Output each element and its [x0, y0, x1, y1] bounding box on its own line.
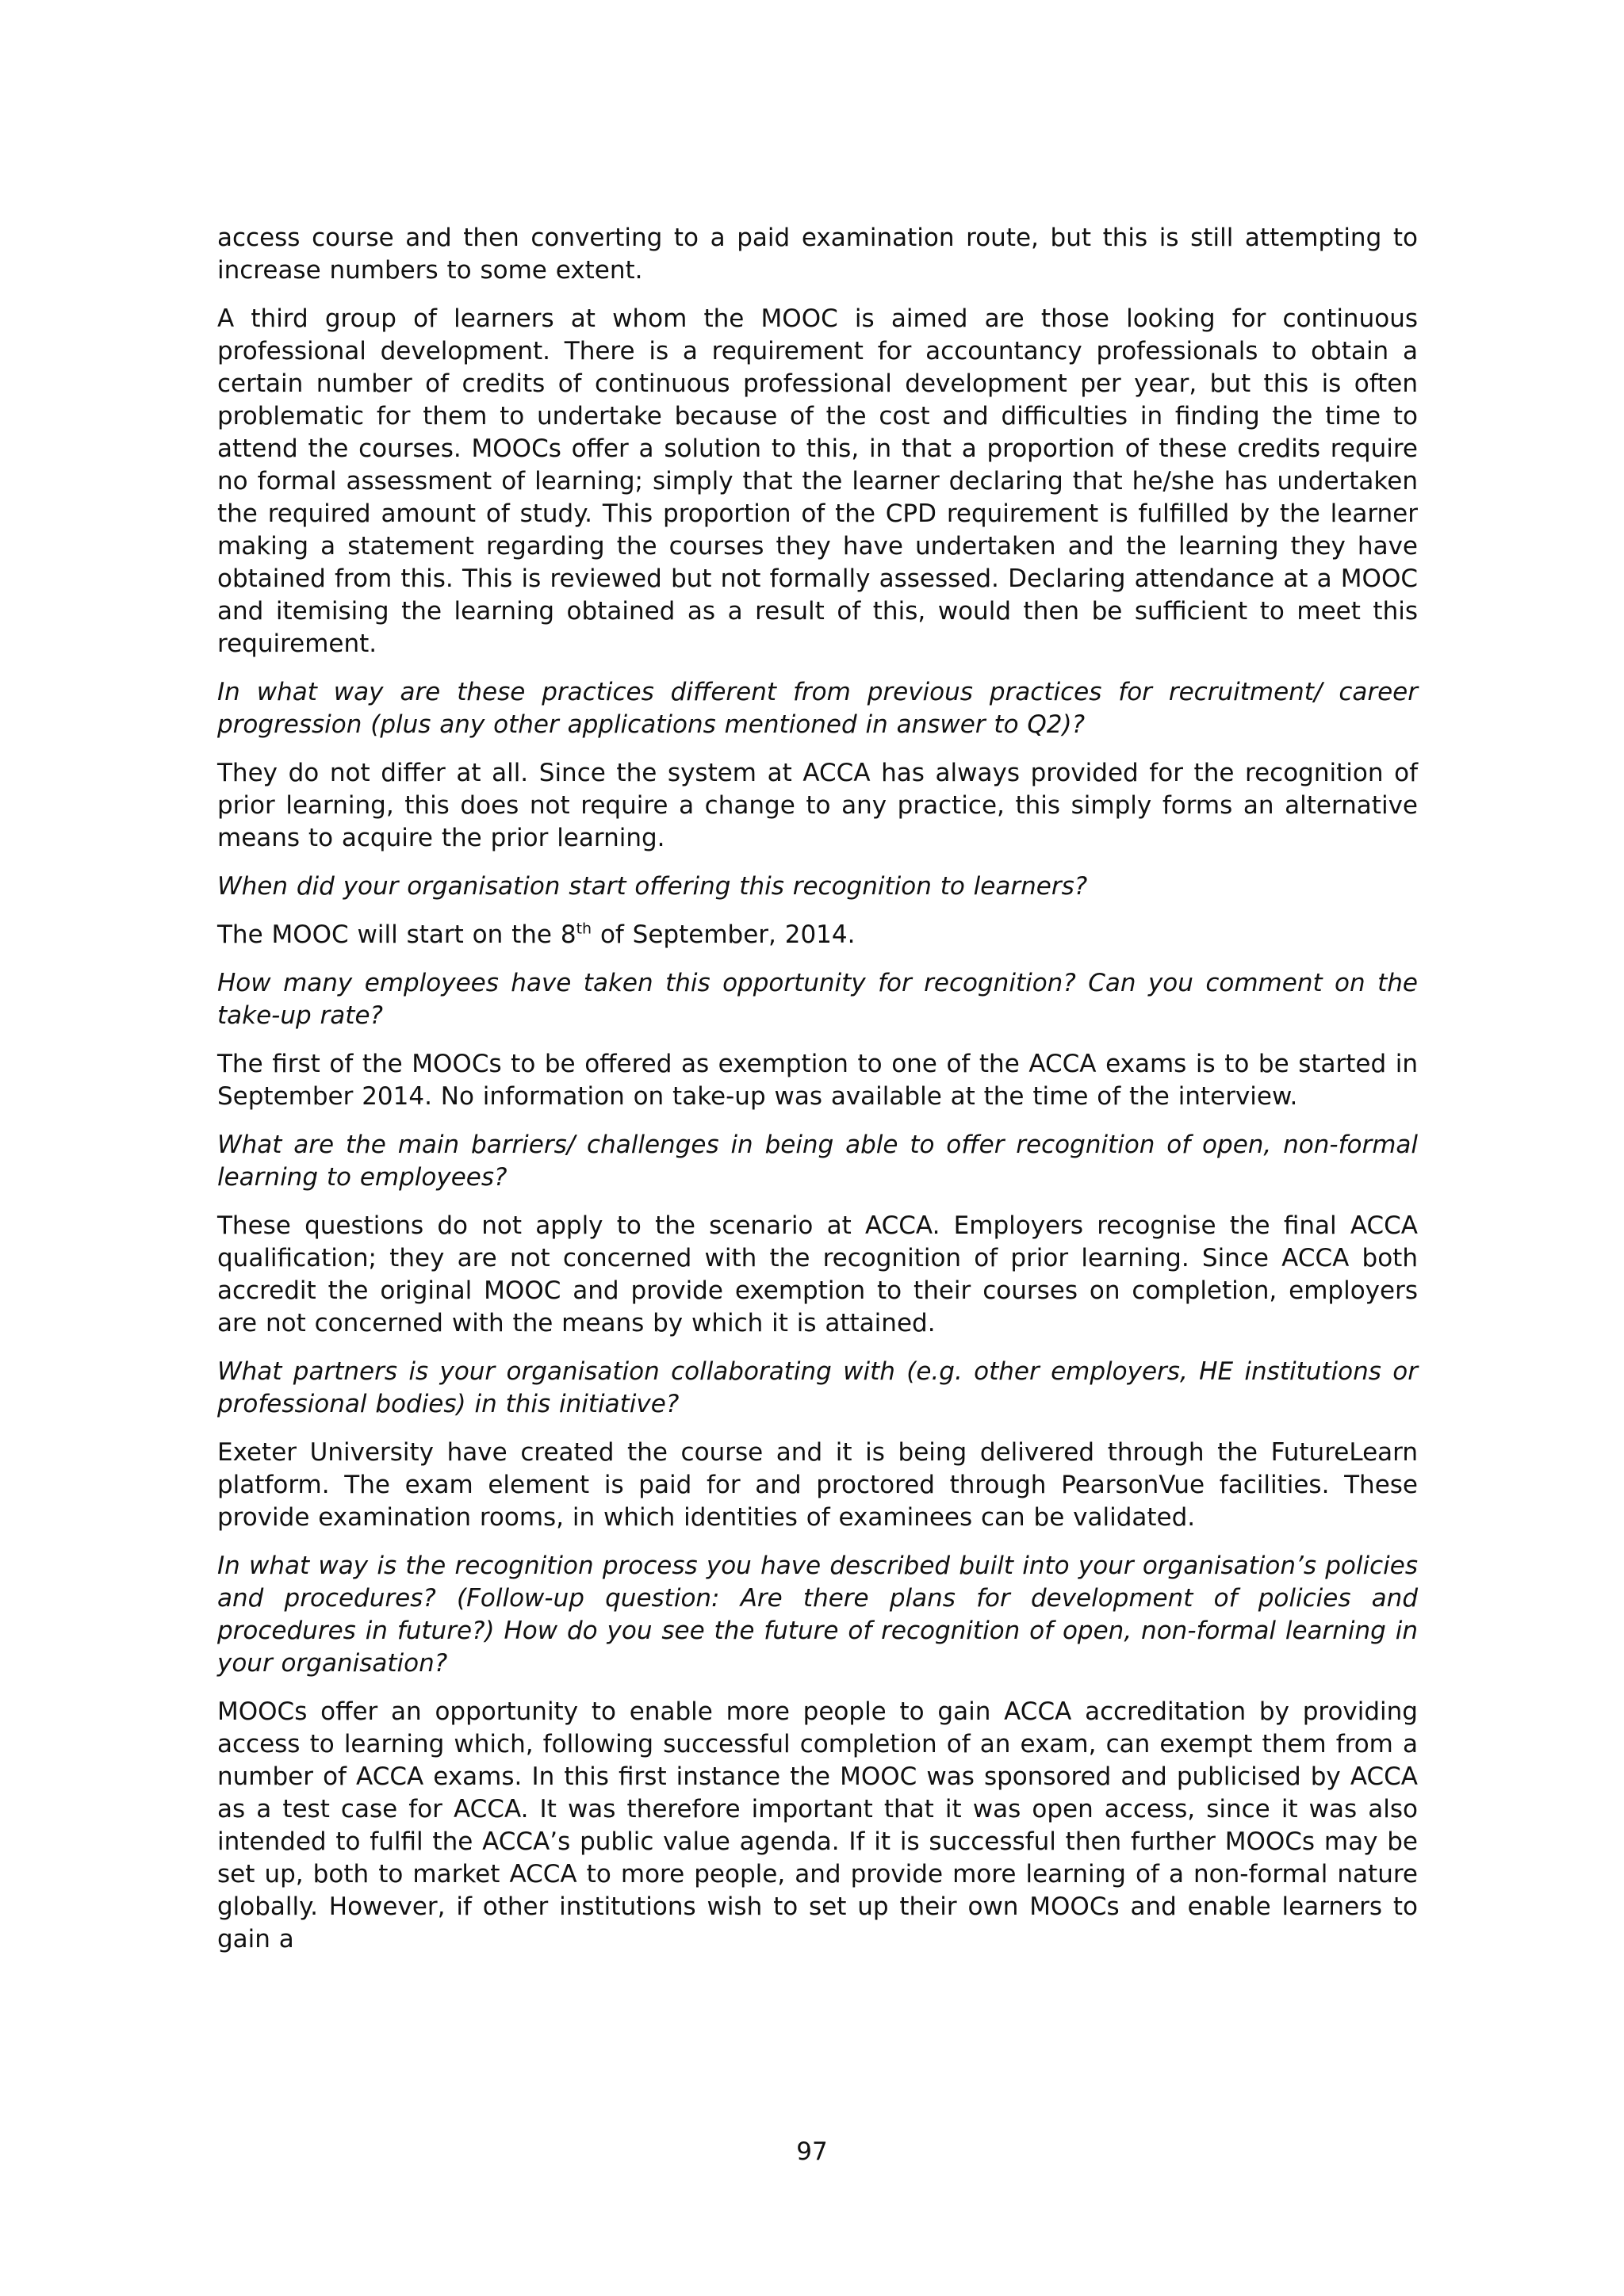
answer-policies: MOOCs offer an opportunity to enable more people to gain ACCA accreditation by providing access to learning which, following successful completion of an exam, can exempt them from a number of ACCA exams. In this first instance the MOOC was sponsored and publicised by ACCA as a test case for ACCA. It was therefore important that it was open access, since it was also intended to fulfil the ACCA’s public value agenda. If it is successful then further MOOCs may be set up, both to market ACCA to more people, and provide more learning of a non-formal nature globally. However, if other institutions wish to set up their own MOOCs and enable learners to gain a [217, 1697, 1418, 1954]
question-partners: What partners is your organisation collaborating with (e.g. other employers, HE institutions or professional bodies) in this initiative? [217, 1357, 1418, 1418]
answer-barriers: These questions do not apply to the scenario at ACCA. Employers recognise the final ACCA qualification; they are not concerned with the recognition of prior learning. Since ACCA both accredit the original MOOC and provide exemption to their courses on completion, employers are not concerned with the means by which it is attained. [217, 1211, 1418, 1337]
ordinal-superscript: th [576, 920, 592, 938]
answer-practices-different: They do not differ at all. Since the system at ACCA has always provided for the recognition of prior learning, this does not require a change to any practice, this simply forms an alternative means to acquire the prior learning. [217, 759, 1418, 852]
body-text [217, 222, 1418, 1972]
question-take-up: How many employees have taken this opportunity for recognition? Can you comment on the take-up rate? [217, 969, 1418, 1030]
answer-start-date [217, 919, 1418, 951]
answer-partners: Exeter University have created the course and it is being delivered through the FutureLearn platform. The exam element is paid for and proctored through PearsonVue facilities. These provide examination rooms, in which identities of examinees can be validated. [217, 1438, 1418, 1532]
answer-take-up: The first of the MOOCs to be offered as exemption to one of the ACCA exams is to be started in September 2014. No information on take-up was available at the time of the interview. [217, 1050, 1418, 1111]
page-number: 97 [796, 2137, 828, 2166]
paragraph-continuation: access course and then converting to a paid examination route, but this is still attempting to increase numbers to some extent. [217, 224, 1418, 285]
answer-start-date-before: The MOOC will start on the 8 [217, 920, 576, 949]
paragraph-cpd-learners: A third group of learners at whom the MOOC is aimed are those looking for continuous professional development. There is a requirement for accountancy professionals to obtain a certain number of credits of continuous professional development per year, but this is often problematic for them to undertake because of the cost and difficulties in finding the time to attend the courses. MOOCs offer a solution to this, in that a proportion of these credits require no formal assessment of learning; simply that the learner declaring that he/she has undertaken the required amount of study. This proportion of the CPD requirement is fulfilled by the learner making a statement regarding the courses they have undertaken and the learning they have obtained from this. This is reviewed but not formally assessed. Declaring attendance at a MOOC and itemising the learning obtained as a result of this, would then be sufficient to meet this requirement. [217, 304, 1418, 658]
question-start-date: When did your organisation start offering this recognition to learners? [217, 872, 1088, 901]
question-practices-different: In what way are these practices different from previous practices for recruitment/ career progression (plus any other applications mentioned in answer to Q2)? [217, 678, 1418, 739]
question-policies: In what way is the recognition process you have described built into your organisation’s policies and procedures? (Follow-up question: Are there plans for development of policies and procedures in future?) How do you see the future of recognition of open, non-formal learning in your organisation? [217, 1552, 1418, 1678]
question-barriers: What are the main barriers/ challenges in being able to offer recognition of open, non-formal learning to employees? [217, 1131, 1418, 1192]
answer-start-date-after: of September, 2014. [592, 920, 856, 949]
